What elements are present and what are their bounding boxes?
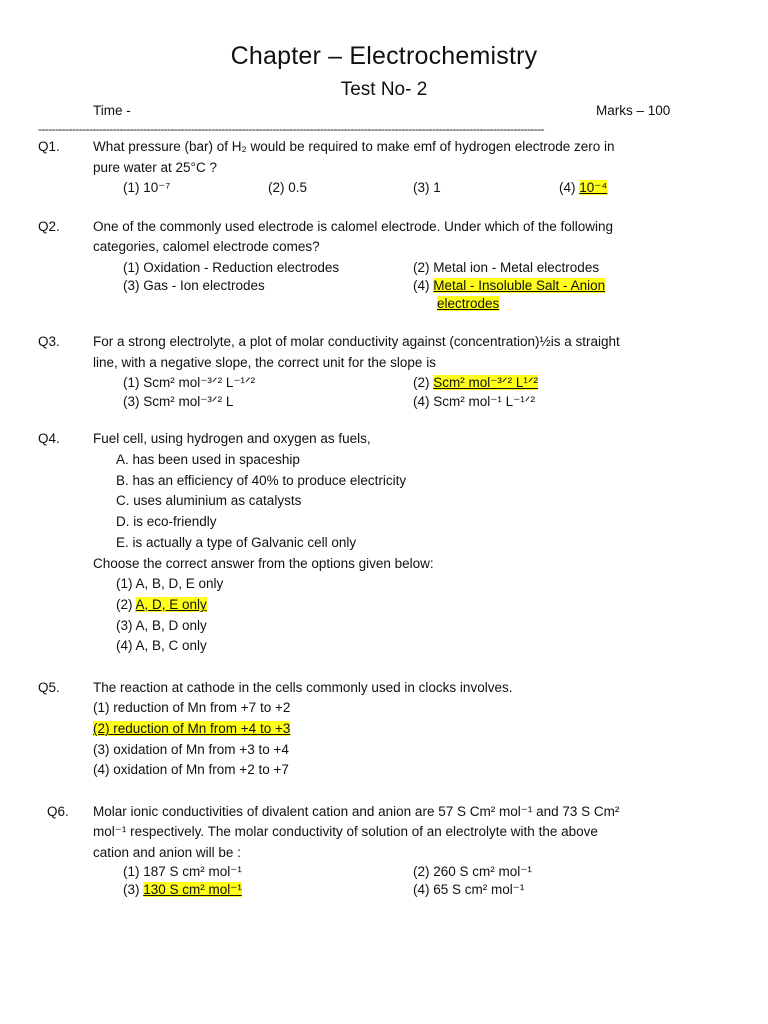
option-1: (1) A, B, D, E only: [116, 576, 224, 591]
question-text-line: Fuel cell, using hydrogen and oxygen as fuels,: [93, 431, 371, 446]
option-2: (2) 260 S cm² mol⁻¹: [413, 864, 532, 879]
instruction-text: Choose the correct answer from the options given below:: [93, 556, 434, 571]
question-number: Q1.: [38, 139, 60, 154]
question-number: Q4.: [38, 431, 60, 446]
statement-c: C. uses aluminium as catalysts: [116, 493, 302, 508]
marks-label: Marks – 100: [596, 103, 671, 118]
option-2-correct: (2) reduction of Mn from +4 to +3: [93, 721, 291, 736]
option-4-correct: (4) Metal - Insoluble Salt - Anion: [413, 278, 606, 293]
option-4: (4) 65 S cm² mol⁻¹: [413, 882, 525, 897]
statement-d: D. is eco-friendly: [116, 514, 217, 529]
question-text-line: One of the commonly used electrode is calomel electrode. Under which of the following: [93, 219, 614, 234]
option-3: (3) Scm² mol⁻³ᐟ² L: [123, 394, 234, 409]
statement-b: B. has an efficiency of 40% to produce electricity: [116, 473, 407, 488]
option-4: (4) Scm² mol⁻¹ L⁻¹ᐟ²: [413, 394, 535, 409]
statement-e: E. is actually a type of Galvanic cell only: [116, 535, 357, 550]
question-text-line: What pressure (bar) of H₂ would be required to make emf of hydrogen electrode zero in: [93, 139, 615, 154]
option-2: (2) Metal ion - Metal electrodes: [413, 260, 600, 275]
question-text-line: The reaction at cathode in the cells commonly used in clocks involves.: [93, 680, 513, 695]
option-4-continuation: electrodes: [437, 296, 500, 311]
option-3: (3) A, B, D only: [116, 618, 207, 633]
time-label: Time -: [93, 103, 131, 118]
question-text-line: For a strong electrolyte, a plot of molar conductivity against (concentration)½is a straight: [93, 334, 620, 349]
question-number: Q6.: [47, 804, 69, 819]
question-text-line: mol⁻¹ respectively. The molar conductivity of solution of an electrolyte with the above: [93, 824, 598, 839]
option-4: (4) oxidation of Mn from +2 to +7: [93, 762, 289, 777]
question-text-line: Molar ionic conductivities of divalent cation and anion are 57 S Cm² mol⁻¹ and 73 S Cm²: [93, 804, 620, 819]
option-1: (1) 10⁻⁷: [123, 180, 171, 195]
option-2-correct: (2) A, D, E only: [116, 597, 207, 612]
dashed-divider: -----------------------------------------------------------------------------------------------------------------------------------------------------: [38, 122, 545, 136]
question-text-line: categories, calomel electrode comes?: [93, 239, 320, 254]
option-2-correct: (2) Scm² mol⁻³ᐟ² L¹ᐟ²: [413, 375, 539, 390]
option-3: (3) oxidation of Mn from +3 to +4: [93, 742, 289, 757]
question-number: Q2.: [38, 219, 60, 234]
option-3-correct: (3) 130 S cm² mol⁻¹: [123, 882, 242, 897]
option-4-correct: (4) 10⁻⁴: [559, 180, 608, 195]
page-title: Chapter – Electrochemistry: [230, 42, 538, 70]
question-text-line: cation and anion will be :: [93, 845, 241, 860]
option-3: (3) Gas - Ion electrodes: [123, 278, 265, 293]
question-number: Q3.: [38, 334, 60, 349]
question-number: Q5.: [38, 680, 60, 695]
question-text-line: line, with a negative slope, the correct unit for the slope is: [93, 355, 436, 370]
question-text-line: pure water at 25°C ?: [93, 160, 217, 175]
option-1: (1) 187 S cm² mol⁻¹: [123, 864, 242, 879]
statement-a: A. has been used in spaceship: [116, 452, 300, 467]
option-1: (1) Oxidation - Reduction electrodes: [123, 260, 340, 275]
option-4: (4) A, B, C only: [116, 638, 207, 653]
option-3: (3) 1: [413, 180, 441, 195]
option-1: (1) reduction of Mn from +7 to +2: [93, 700, 291, 715]
option-1: (1) Scm² mol⁻³ᐟ² L⁻¹ᐟ²: [123, 375, 256, 390]
option-2: (2) 0.5: [268, 180, 308, 195]
test-number: Test No- 2: [340, 79, 428, 100]
